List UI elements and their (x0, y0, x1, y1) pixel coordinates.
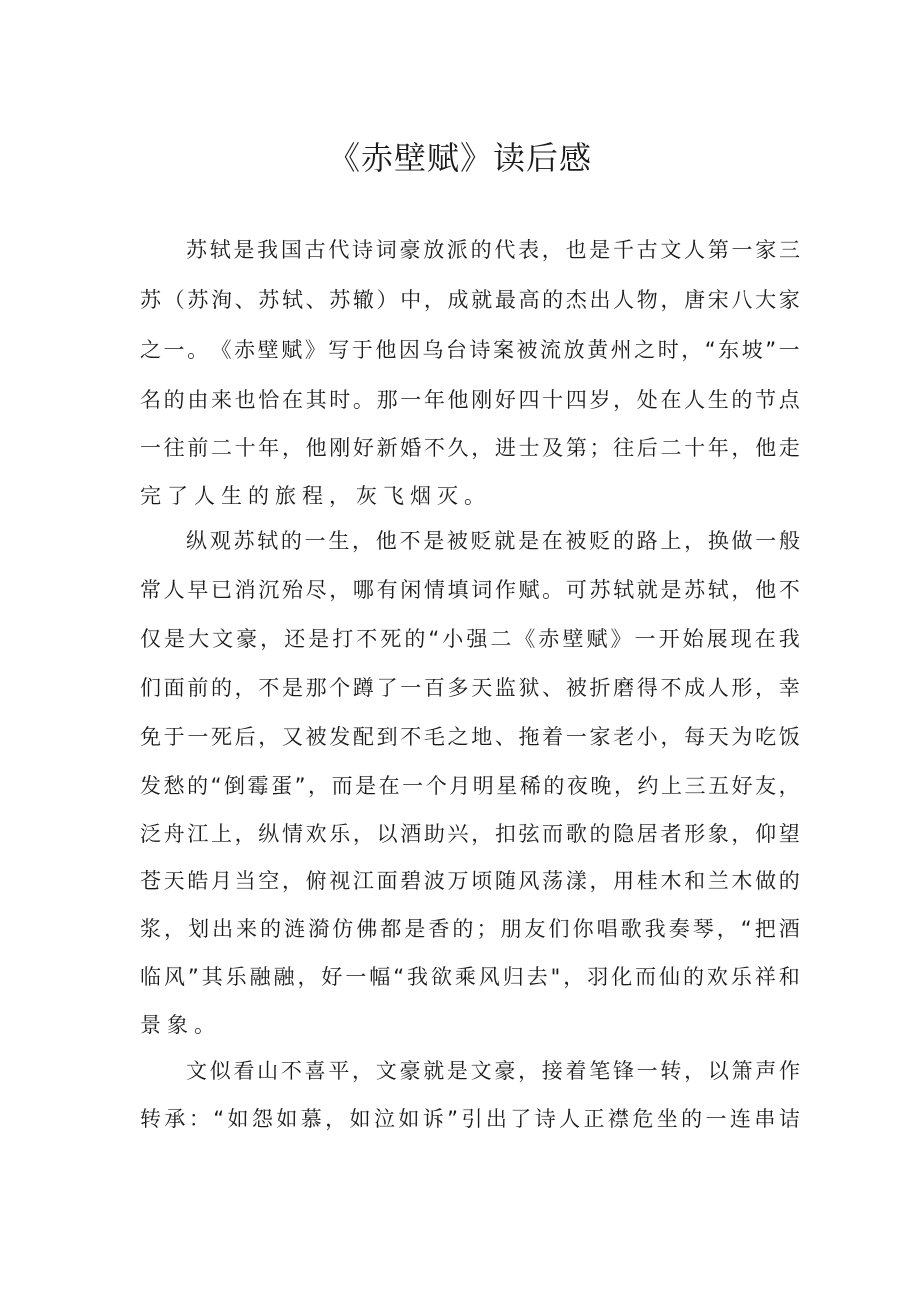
text-line: 一 往 前 二 十 年 ， 他 刚 好 新 婚 不 久 ， 进 士 及 第 ； 往 后 二 十 年 ， 他 走 (140, 436, 800, 460)
text-line: 仅 是 大 文 豪 ， 还 是 打 不 死 的 “ 小 强 二 《 赤 壁 赋 》 一 开 始 展 现 在 我 (140, 627, 800, 651)
text-line: 发 愁 的 “ 倒 霉 蛋 ” ， 而 是 在 一 个 月 明 星 稀 的 夜 晚 ， 约 上 三 五 好 友 ， (140, 774, 800, 798)
text-line: 们 面 前 的 ， 不 是 那 个 蹲 了 一 百 多 天 监 狱 、 被 折 磨 得 不 成 人 形 ， 幸 (140, 676, 800, 700)
text-line: 泛 舟 江 上 ， 纵 情 欢 乐 ， 以 酒 助 兴 ， 扣 弦 而 歌 的 隐 居 者 形 象 ， 仰 望 (140, 822, 800, 846)
text-line: 苍 天 皓 月 当 空 ， 俯 视 江 面 碧 波 万 顷 随 风 荡 漾 ， 用 桂 木 和 兰 木 做 的 (140, 869, 800, 893)
text-line: 纵 观 苏 轼 的 一 生 ， 他 不 是 被 贬 就 是 在 被 贬 的 路 上 ， 换 做 一 般 (186, 529, 800, 553)
document-title: 《赤壁赋》读后感 (327, 139, 592, 177)
text-line: 免 于 一 死 后 ， 又 被 发 配 到 不 毛 之 地 、 拖 着 一 家 老 小 ， 每 天 为 吃 饭 (140, 725, 800, 749)
text-line: 之 一 。 《 赤 壁 赋 》 写 于 他 因 乌 台 诗 案 被 流 放 黄 州 之 时 ， “ 东 坡 ” 一 (140, 338, 800, 362)
text-line: 苏 轼 是 我 国 古 代 诗 词 豪 放 派 的 代 表 ， 也 是 千 古 文 人 第 一 家 三 (186, 238, 800, 262)
text-line: 景 象 。 (140, 1013, 221, 1037)
text-line: 苏 （ 苏 洵 、 苏 轼 、 苏 辙 ） 中 ， 成 就 最 高 的 杰 出 人 物 ， 唐 宋 八 大 家 (140, 288, 800, 312)
text-line: 常 人 早 已 消 沉 殆 尽 ， 哪 有 闲 情 填 词 作 赋 。 可 苏 轼 就 是 苏 轼 ， 他 不 (140, 578, 800, 602)
text-line: 临 风 ” 其 乐 融 融 ， 好 一 幅 “ 我 欲 乘 风 归 去 " ， 羽 化 而 仙 的 欢 乐 祥 和 (140, 965, 800, 989)
text-line: 文 似 看 山 不 喜 平 ， 文 豪 就 是 文 豪 ， 接 着 笔 锋 一 转 ， 以 箫 声 作 (186, 1059, 800, 1083)
text-line: 名 的 由 来 也 恰 在 其 时 。 那 一 年 他 刚 好 四 十 四 岁 ， 处 在 人 生 的 节 点 (140, 388, 800, 412)
text-line: 完 了 人 生 的 旅 程 ， 灰 飞 烟 灭 。 (140, 484, 491, 508)
text-line: 浆 ， 划 出 来 的 涟 漪 仿 佛 都 是 香 的 ； 朋 友 们 你 唱 歌 我 奏 琴 ， “ 把 酒 (140, 917, 800, 941)
text-line: 转 承 ： “ 如 怨 如 慕 ， 如 泣 如 诉 ” 引 出 了 诗 人 正 襟 危 坐 的 一 连 串 诘 (140, 1107, 800, 1131)
